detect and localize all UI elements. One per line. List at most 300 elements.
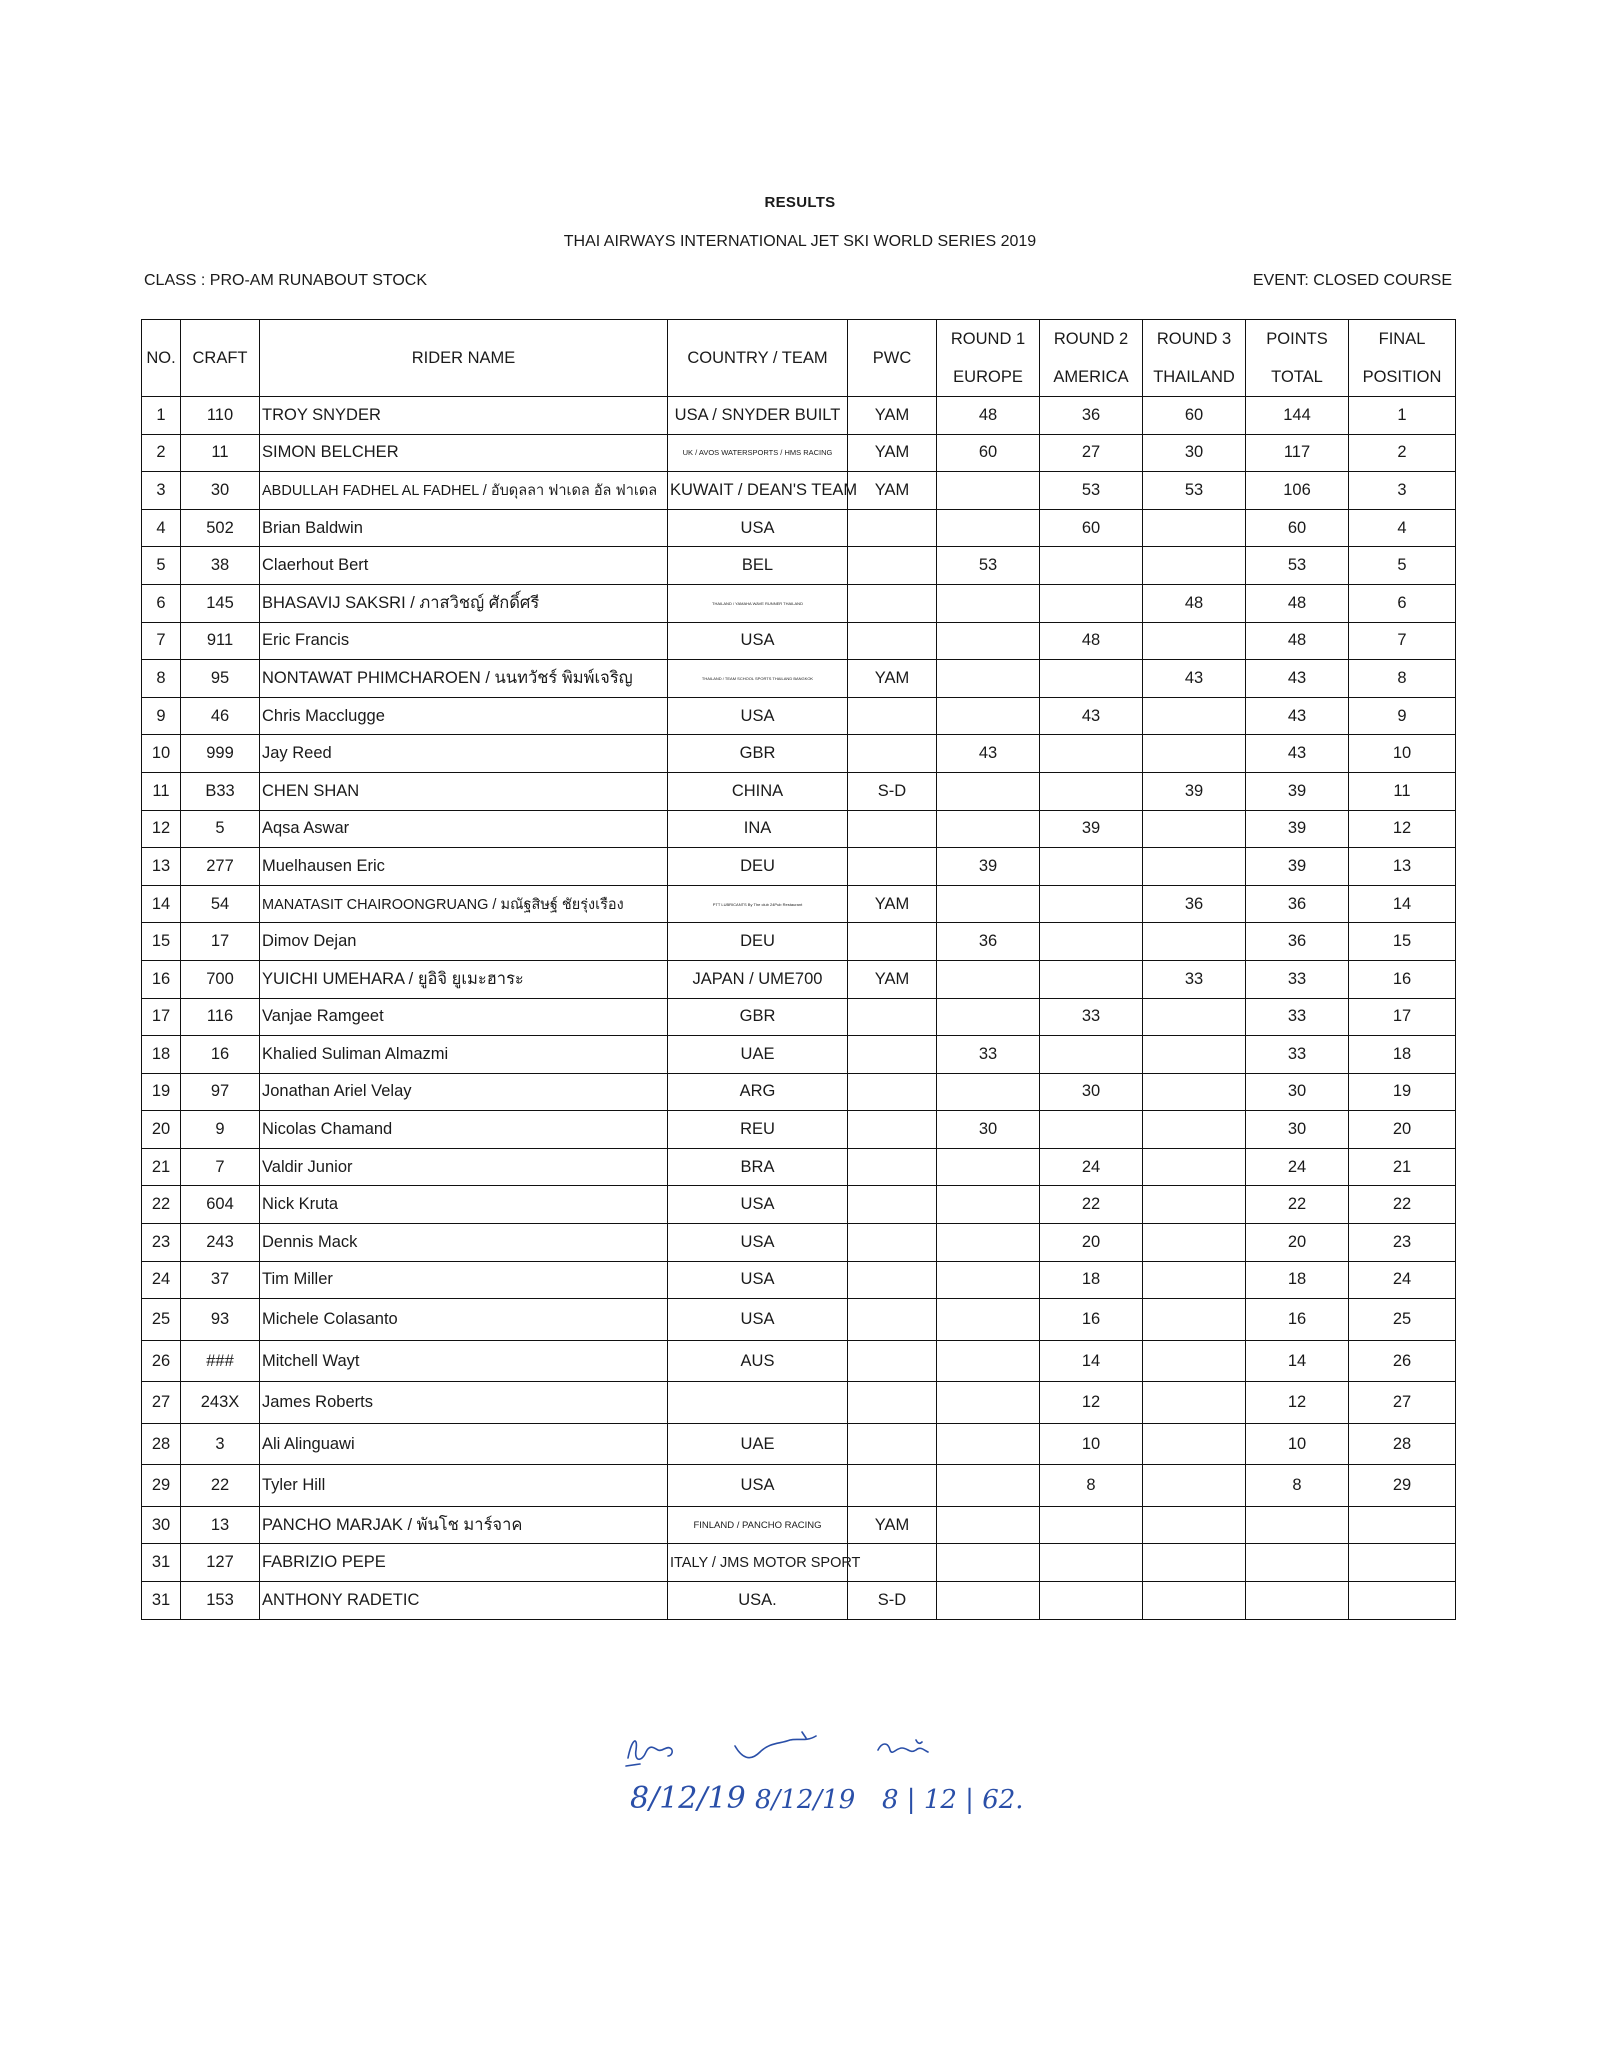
cell-craft: 37 (181, 1261, 260, 1299)
cell-craft: 153 (181, 1581, 260, 1619)
cell-country-team: BEL (668, 547, 848, 585)
cell-round-1 (937, 1340, 1040, 1382)
cell-craft: 145 (181, 584, 260, 622)
cell-round-3 (1143, 1299, 1246, 1341)
cell-final-position: 1 (1349, 397, 1456, 435)
table-row (142, 1224, 1456, 1262)
cell-pwc (848, 1382, 937, 1424)
cell-pwc (848, 1340, 937, 1382)
cell-round-3 (1143, 1506, 1246, 1544)
cell-round-3 (1143, 1224, 1246, 1262)
table-row (142, 1506, 1456, 1544)
cell-final-position: 28 (1349, 1423, 1456, 1465)
cell-no: 3 (142, 472, 181, 510)
cell-round-1: 48 (937, 397, 1040, 435)
cell-round-2 (1040, 772, 1143, 810)
cell-round-1 (937, 1148, 1040, 1186)
cell-craft: 46 (181, 697, 260, 735)
cell-round-2 (1040, 1111, 1143, 1149)
cell-country-team: THAILAND / YAMAHA WAVE RUNNER THAILAND (668, 584, 848, 622)
cell-round-1 (937, 1544, 1040, 1582)
cell-rider-name: BHASAVIJ SAKSRI / ภาสวิชญ์ ศักดิ์ศรี (260, 584, 668, 622)
header-round-3 (1143, 320, 1246, 397)
cell-round-3 (1143, 1111, 1246, 1149)
cell-round-2 (1040, 923, 1143, 961)
cell-no: 14 (142, 885, 181, 923)
cell-final-position: 11 (1349, 772, 1456, 810)
cell-round-3 (1143, 1465, 1246, 1507)
header-round-2 (1040, 320, 1143, 397)
cell-round-1 (937, 584, 1040, 622)
cell-rider-name: Chris Macclugge (260, 697, 668, 735)
cell-round-1 (937, 472, 1040, 510)
cell-final-position: 18 (1349, 1036, 1456, 1074)
event-label: EVENT: CLOSED COURSE (1252, 272, 1452, 289)
cell-country-team: GBR (668, 735, 848, 773)
cell-round-3 (1143, 547, 1246, 585)
cell-craft: 127 (181, 1544, 260, 1582)
cell-round-2: 12 (1040, 1382, 1143, 1424)
cell-points-total: 10 (1246, 1423, 1349, 1465)
cell-points-total: 16 (1246, 1299, 1349, 1341)
cell-round-3: 53 (1143, 472, 1246, 510)
cell-round-3 (1143, 622, 1246, 660)
cell-round-2: 18 (1040, 1261, 1143, 1299)
cell-craft: 97 (181, 1073, 260, 1111)
table-row (142, 584, 1456, 622)
cell-country-team: UAE (668, 1036, 848, 1074)
cell-points-total: 43 (1246, 660, 1349, 698)
cell-final-position: 9 (1349, 697, 1456, 735)
cell-craft: 502 (181, 509, 260, 547)
signature-1-scribble (628, 1741, 672, 1759)
cell-country-team: USA (668, 622, 848, 660)
cell-no: 16 (142, 960, 181, 998)
cell-craft: 38 (181, 547, 260, 585)
cell-points-total: 36 (1246, 885, 1349, 923)
cell-final-position: 19 (1349, 1073, 1456, 1111)
cell-craft: 93 (181, 1299, 260, 1341)
signatures (620, 1718, 1024, 1828)
cell-no: 21 (142, 1148, 181, 1186)
cell-points-total: 24 (1246, 1148, 1349, 1186)
cell-round-1 (937, 660, 1040, 698)
cell-rider-name: Jonathan Ariel Velay (260, 1073, 668, 1111)
cell-points-total: 39 (1246, 772, 1349, 810)
cell-rider-name: Dennis Mack (260, 1224, 668, 1262)
cell-craft: 9 (181, 1111, 260, 1149)
cell-no: 9 (142, 697, 181, 735)
cell-craft: 243X (181, 1382, 260, 1424)
header-pwc: PWC (848, 320, 937, 397)
cell-round-3 (1143, 1036, 1246, 1074)
cell-pwc (848, 622, 937, 660)
cell-no: 11 (142, 772, 181, 810)
cell-no: 28 (142, 1423, 181, 1465)
cell-points-total: 48 (1246, 622, 1349, 660)
cell-craft: 13 (181, 1506, 260, 1544)
cell-rider-name: FABRIZIO PEPE (260, 1544, 668, 1582)
cell-country-team: DEU (668, 923, 848, 961)
cell-points-total: 30 (1246, 1111, 1349, 1149)
cell-final-position: 7 (1349, 622, 1456, 660)
cell-craft: 700 (181, 960, 260, 998)
cell-round-3: 33 (1143, 960, 1246, 998)
table-row (142, 1186, 1456, 1224)
cell-final-position: 15 (1349, 923, 1456, 961)
cell-round-1 (937, 509, 1040, 547)
cell-pwc: YAM (848, 1506, 937, 1544)
cell-round-3: 43 (1143, 660, 1246, 698)
cell-final-position: 24 (1349, 1261, 1456, 1299)
header-final-position (1349, 320, 1456, 397)
cell-pwc (848, 1544, 937, 1582)
cell-rider-name: Muelhausen Eric (260, 848, 668, 886)
cell-round-3: 39 (1143, 772, 1246, 810)
cell-points-total: 14 (1246, 1340, 1349, 1382)
cell-points-total: 117 (1246, 434, 1349, 472)
cell-points-total: 43 (1246, 697, 1349, 735)
cell-pwc (848, 848, 937, 886)
cell-round-3 (1143, 1382, 1246, 1424)
cell-round-2: 60 (1040, 509, 1143, 547)
cell-rider-name: CHEN SHAN (260, 772, 668, 810)
cell-round-1 (937, 1261, 1040, 1299)
cell-round-1: 60 (937, 434, 1040, 472)
header-final-label: FINAL (1378, 330, 1426, 348)
cell-pwc (848, 1224, 937, 1262)
cell-round-3: 48 (1143, 584, 1246, 622)
cell-rider-name: Nick Kruta (260, 1186, 668, 1224)
cell-pwc (848, 547, 937, 585)
cell-craft: 11 (181, 434, 260, 472)
cell-round-2: 24 (1040, 1148, 1143, 1186)
cell-points-total: 39 (1246, 848, 1349, 886)
signature-2-scribble (735, 1732, 816, 1758)
cell-country-team: USA (668, 1186, 848, 1224)
cell-craft: 110 (181, 397, 260, 435)
cell-rider-name: Aqsa Aswar (260, 810, 668, 848)
cell-no: 27 (142, 1382, 181, 1424)
cell-rider-name: James Roberts (260, 1382, 668, 1424)
cell-craft: 277 (181, 848, 260, 886)
table-row (142, 1382, 1456, 1424)
cell-no: 6 (142, 584, 181, 622)
cell-craft: 3 (181, 1423, 260, 1465)
cell-round-1 (937, 1423, 1040, 1465)
cell-no: 10 (142, 735, 181, 773)
cell-round-1 (937, 1186, 1040, 1224)
table-row (142, 1261, 1456, 1299)
cell-round-3 (1143, 697, 1246, 735)
cell-points-total: 30 (1246, 1073, 1349, 1111)
cell-final-position: 26 (1349, 1340, 1456, 1382)
table-row (142, 1148, 1456, 1186)
header-round-3-label: ROUND 3 (1156, 330, 1232, 348)
cell-country-team: JAPAN / UME700 (668, 960, 848, 998)
cell-points-total (1246, 1506, 1349, 1544)
cell-final-position: 13 (1349, 848, 1456, 886)
table-row (142, 810, 1456, 848)
header-round-1 (937, 320, 1040, 397)
table-row (142, 547, 1456, 585)
cell-pwc (848, 1186, 937, 1224)
cell-rider-name: Tyler Hill (260, 1465, 668, 1507)
signature-3-date: 8 | 12 | 62. (882, 1785, 1024, 1815)
cell-round-1: 33 (937, 1036, 1040, 1074)
cell-pwc: YAM (848, 660, 937, 698)
cell-country-team: USA. (668, 1581, 848, 1619)
cell-country-team: KUWAIT / DEAN'S TEAM (668, 472, 848, 510)
cell-round-2: 53 (1040, 472, 1143, 510)
cell-country-team: USA (668, 1224, 848, 1262)
table-row (142, 397, 1456, 435)
cell-no: 19 (142, 1073, 181, 1111)
cell-round-2 (1040, 584, 1143, 622)
header-craft: CRAFT (181, 320, 260, 397)
cell-points-total: 53 (1246, 547, 1349, 585)
cell-country-team: INA (668, 810, 848, 848)
cell-round-2: 36 (1040, 397, 1143, 435)
cell-country-team: ITALY / JMS MOTOR SPORT (668, 1544, 848, 1582)
cell-final-position: 27 (1349, 1382, 1456, 1424)
cell-points-total: 36 (1246, 923, 1349, 961)
cell-no: 24 (142, 1261, 181, 1299)
class-label: CLASS : PRO-AM RUNABOUT STOCK (144, 272, 428, 289)
cell-pwc (848, 1036, 937, 1074)
table-row (142, 660, 1456, 698)
cell-final-position: 16 (1349, 960, 1456, 998)
cell-pwc (848, 1111, 937, 1149)
cell-round-3 (1143, 1073, 1246, 1111)
cell-pwc (848, 584, 937, 622)
cell-round-1 (937, 1224, 1040, 1262)
cell-final-position (1349, 1581, 1456, 1619)
cell-rider-name: Nicolas Chamand (260, 1111, 668, 1149)
table-row (142, 998, 1456, 1036)
cell-points-total (1246, 1581, 1349, 1619)
cell-round-3 (1143, 1340, 1246, 1382)
table-row (142, 1111, 1456, 1149)
cell-final-position: 10 (1349, 735, 1456, 773)
cell-round-3: 36 (1143, 885, 1246, 923)
cell-round-2 (1040, 735, 1143, 773)
table-row (142, 772, 1456, 810)
cell-rider-name: MANATASIT CHAIROONGRUANG / มณัฐสิษฐ์ ชัยรุ่งเรือง (260, 885, 668, 923)
cell-rider-name: Vanjae Ramgeet (260, 998, 668, 1036)
cell-craft: 17 (181, 923, 260, 961)
table-row (142, 735, 1456, 773)
cell-country-team: ARG (668, 1073, 848, 1111)
cell-no: 13 (142, 848, 181, 886)
cell-round-2 (1040, 885, 1143, 923)
cell-country-team: FINLAND / PANCHO RACING (668, 1506, 848, 1544)
cell-pwc (848, 735, 937, 773)
cell-country-team: THAILAND / TEAM SCHOOL SPORTS THAILAND BANGKOK (668, 660, 848, 698)
cell-final-position (1349, 1544, 1456, 1582)
cell-pwc: YAM (848, 960, 937, 998)
cell-round-3 (1143, 1581, 1246, 1619)
cell-round-3: 30 (1143, 434, 1246, 472)
cell-rider-name: Eric Francis (260, 622, 668, 660)
cell-rider-name: YUICHI UMEHARA / ยูอิจิ ยูเมะฮาระ (260, 960, 668, 998)
cell-rider-name: Brian Baldwin (260, 509, 668, 547)
cell-final-position: 22 (1349, 1186, 1456, 1224)
cell-round-1: 36 (937, 923, 1040, 961)
cell-no: 20 (142, 1111, 181, 1149)
cell-round-2 (1040, 660, 1143, 698)
cell-round-3 (1143, 923, 1246, 961)
cell-round-2 (1040, 547, 1143, 585)
cell-country-team: AUS (668, 1340, 848, 1382)
header-round-2-location: AMERICA (1053, 368, 1129, 386)
signature-2-date: 8/12/19 (755, 1785, 856, 1815)
cell-points-total: 48 (1246, 584, 1349, 622)
cell-points-total: 12 (1246, 1382, 1349, 1424)
cell-pwc: YAM (848, 472, 937, 510)
table-row (142, 1299, 1456, 1341)
cell-final-position: 14 (1349, 885, 1456, 923)
table-row (142, 1544, 1456, 1582)
cell-points-total: 60 (1246, 509, 1349, 547)
cell-round-2: 16 (1040, 1299, 1143, 1341)
cell-round-3 (1143, 848, 1246, 886)
cell-craft: 54 (181, 885, 260, 923)
cell-country-team: USA (668, 1299, 848, 1341)
cell-no: 1 (142, 397, 181, 435)
cell-rider-name: Ali Alinguawi (260, 1423, 668, 1465)
cell-no: 5 (142, 547, 181, 585)
cell-country-team: USA (668, 1261, 848, 1299)
table-row (142, 622, 1456, 660)
cell-pwc (848, 923, 937, 961)
table-row (142, 885, 1456, 923)
cell-round-3 (1143, 1261, 1246, 1299)
cell-rider-name: ANTHONY RADETIC (260, 1581, 668, 1619)
cell-round-1 (937, 810, 1040, 848)
cell-final-position: 8 (1349, 660, 1456, 698)
header-row (142, 320, 1456, 397)
cell-rider-name: Dimov Dejan (260, 923, 668, 961)
cell-craft: B33 (181, 772, 260, 810)
cell-pwc (848, 509, 937, 547)
cell-round-1: 43 (937, 735, 1040, 773)
cell-craft: 16 (181, 1036, 260, 1074)
cell-round-2 (1040, 1506, 1143, 1544)
cell-no: 8 (142, 660, 181, 698)
cell-round-3 (1143, 998, 1246, 1036)
cell-round-1 (937, 1299, 1040, 1341)
cell-final-position: 5 (1349, 547, 1456, 585)
cell-country-team: USA (668, 509, 848, 547)
header-round-1-label: ROUND 1 (950, 330, 1026, 348)
cell-round-2: 8 (1040, 1465, 1143, 1507)
cell-round-2: 22 (1040, 1186, 1143, 1224)
header-no: NO. (142, 320, 181, 397)
cell-final-position (1349, 1506, 1456, 1544)
signature-1-date: 8/12/19 (630, 1781, 746, 1816)
cell-round-2: 10 (1040, 1423, 1143, 1465)
cell-final-position: 20 (1349, 1111, 1456, 1149)
table-row (142, 1423, 1456, 1465)
cell-final-position: 21 (1349, 1148, 1456, 1186)
cell-no: 22 (142, 1186, 181, 1224)
cell-pwc (848, 1423, 937, 1465)
cell-points-total: 33 (1246, 1036, 1349, 1074)
cell-rider-name: Claerhout Bert (260, 547, 668, 585)
cell-no: 4 (142, 509, 181, 547)
cell-craft: 604 (181, 1186, 260, 1224)
cell-round-1 (937, 885, 1040, 923)
header-points-total (1246, 320, 1349, 397)
cell-country-team (668, 1382, 848, 1424)
cell-round-3 (1143, 509, 1246, 547)
cell-round-2: 39 (1040, 810, 1143, 848)
cell-points-total: 106 (1246, 472, 1349, 510)
cell-points-total: 33 (1246, 960, 1349, 998)
results-body (142, 397, 1456, 1620)
cell-pwc (848, 810, 937, 848)
cell-pwc (848, 998, 937, 1036)
cell-rider-name: Tim Miller (260, 1261, 668, 1299)
cell-country-team: CHINA (668, 772, 848, 810)
cell-craft: 116 (181, 998, 260, 1036)
cell-round-2 (1040, 960, 1143, 998)
header-total-label: TOTAL (1271, 368, 1323, 386)
cell-pwc: YAM (848, 434, 937, 472)
cell-round-1 (937, 622, 1040, 660)
signature-3-scribble (878, 1740, 928, 1752)
table-row (142, 697, 1456, 735)
cell-country-team: PTT LUBRICANTS By The club 24Pub Restaurant (668, 885, 848, 923)
cell-round-3 (1143, 1148, 1246, 1186)
header-round-1-location: EUROPE (953, 368, 1023, 386)
cell-rider-name: Khalied Suliman Almazmi (260, 1036, 668, 1074)
cell-round-3: 60 (1143, 397, 1246, 435)
cell-points-total: 39 (1246, 810, 1349, 848)
cell-craft: 999 (181, 735, 260, 773)
cell-no: 31 (142, 1544, 181, 1582)
cell-final-position: 6 (1349, 584, 1456, 622)
header-round-3-location: THAILAND (1153, 368, 1235, 386)
table-row (142, 472, 1456, 510)
cell-final-position: 12 (1349, 810, 1456, 848)
cell-points-total: 18 (1246, 1261, 1349, 1299)
cell-round-3 (1143, 1186, 1246, 1224)
table-row (142, 509, 1456, 547)
cell-craft: 22 (181, 1465, 260, 1507)
cell-round-2: 27 (1040, 434, 1143, 472)
table-row (142, 960, 1456, 998)
cell-country-team: UAE (668, 1423, 848, 1465)
cell-rider-name: TROY SNYDER (260, 397, 668, 435)
cell-no: 2 (142, 434, 181, 472)
cell-round-1 (937, 772, 1040, 810)
cell-round-1 (937, 1073, 1040, 1111)
table-row (142, 434, 1456, 472)
cell-rider-name: Michele Colasanto (260, 1299, 668, 1341)
cell-rider-name: NONTAWAT PHIMCHAROEN / นนทวัชร์ พิมพ์เจริญ (260, 660, 668, 698)
cell-round-2: 33 (1040, 998, 1143, 1036)
cell-final-position: 23 (1349, 1224, 1456, 1262)
cell-no: 18 (142, 1036, 181, 1074)
table-row (142, 848, 1456, 886)
cell-final-position: 4 (1349, 509, 1456, 547)
cell-final-position: 2 (1349, 434, 1456, 472)
cell-pwc: YAM (848, 397, 937, 435)
cell-points-total: 8 (1246, 1465, 1349, 1507)
cell-pwc (848, 1465, 937, 1507)
